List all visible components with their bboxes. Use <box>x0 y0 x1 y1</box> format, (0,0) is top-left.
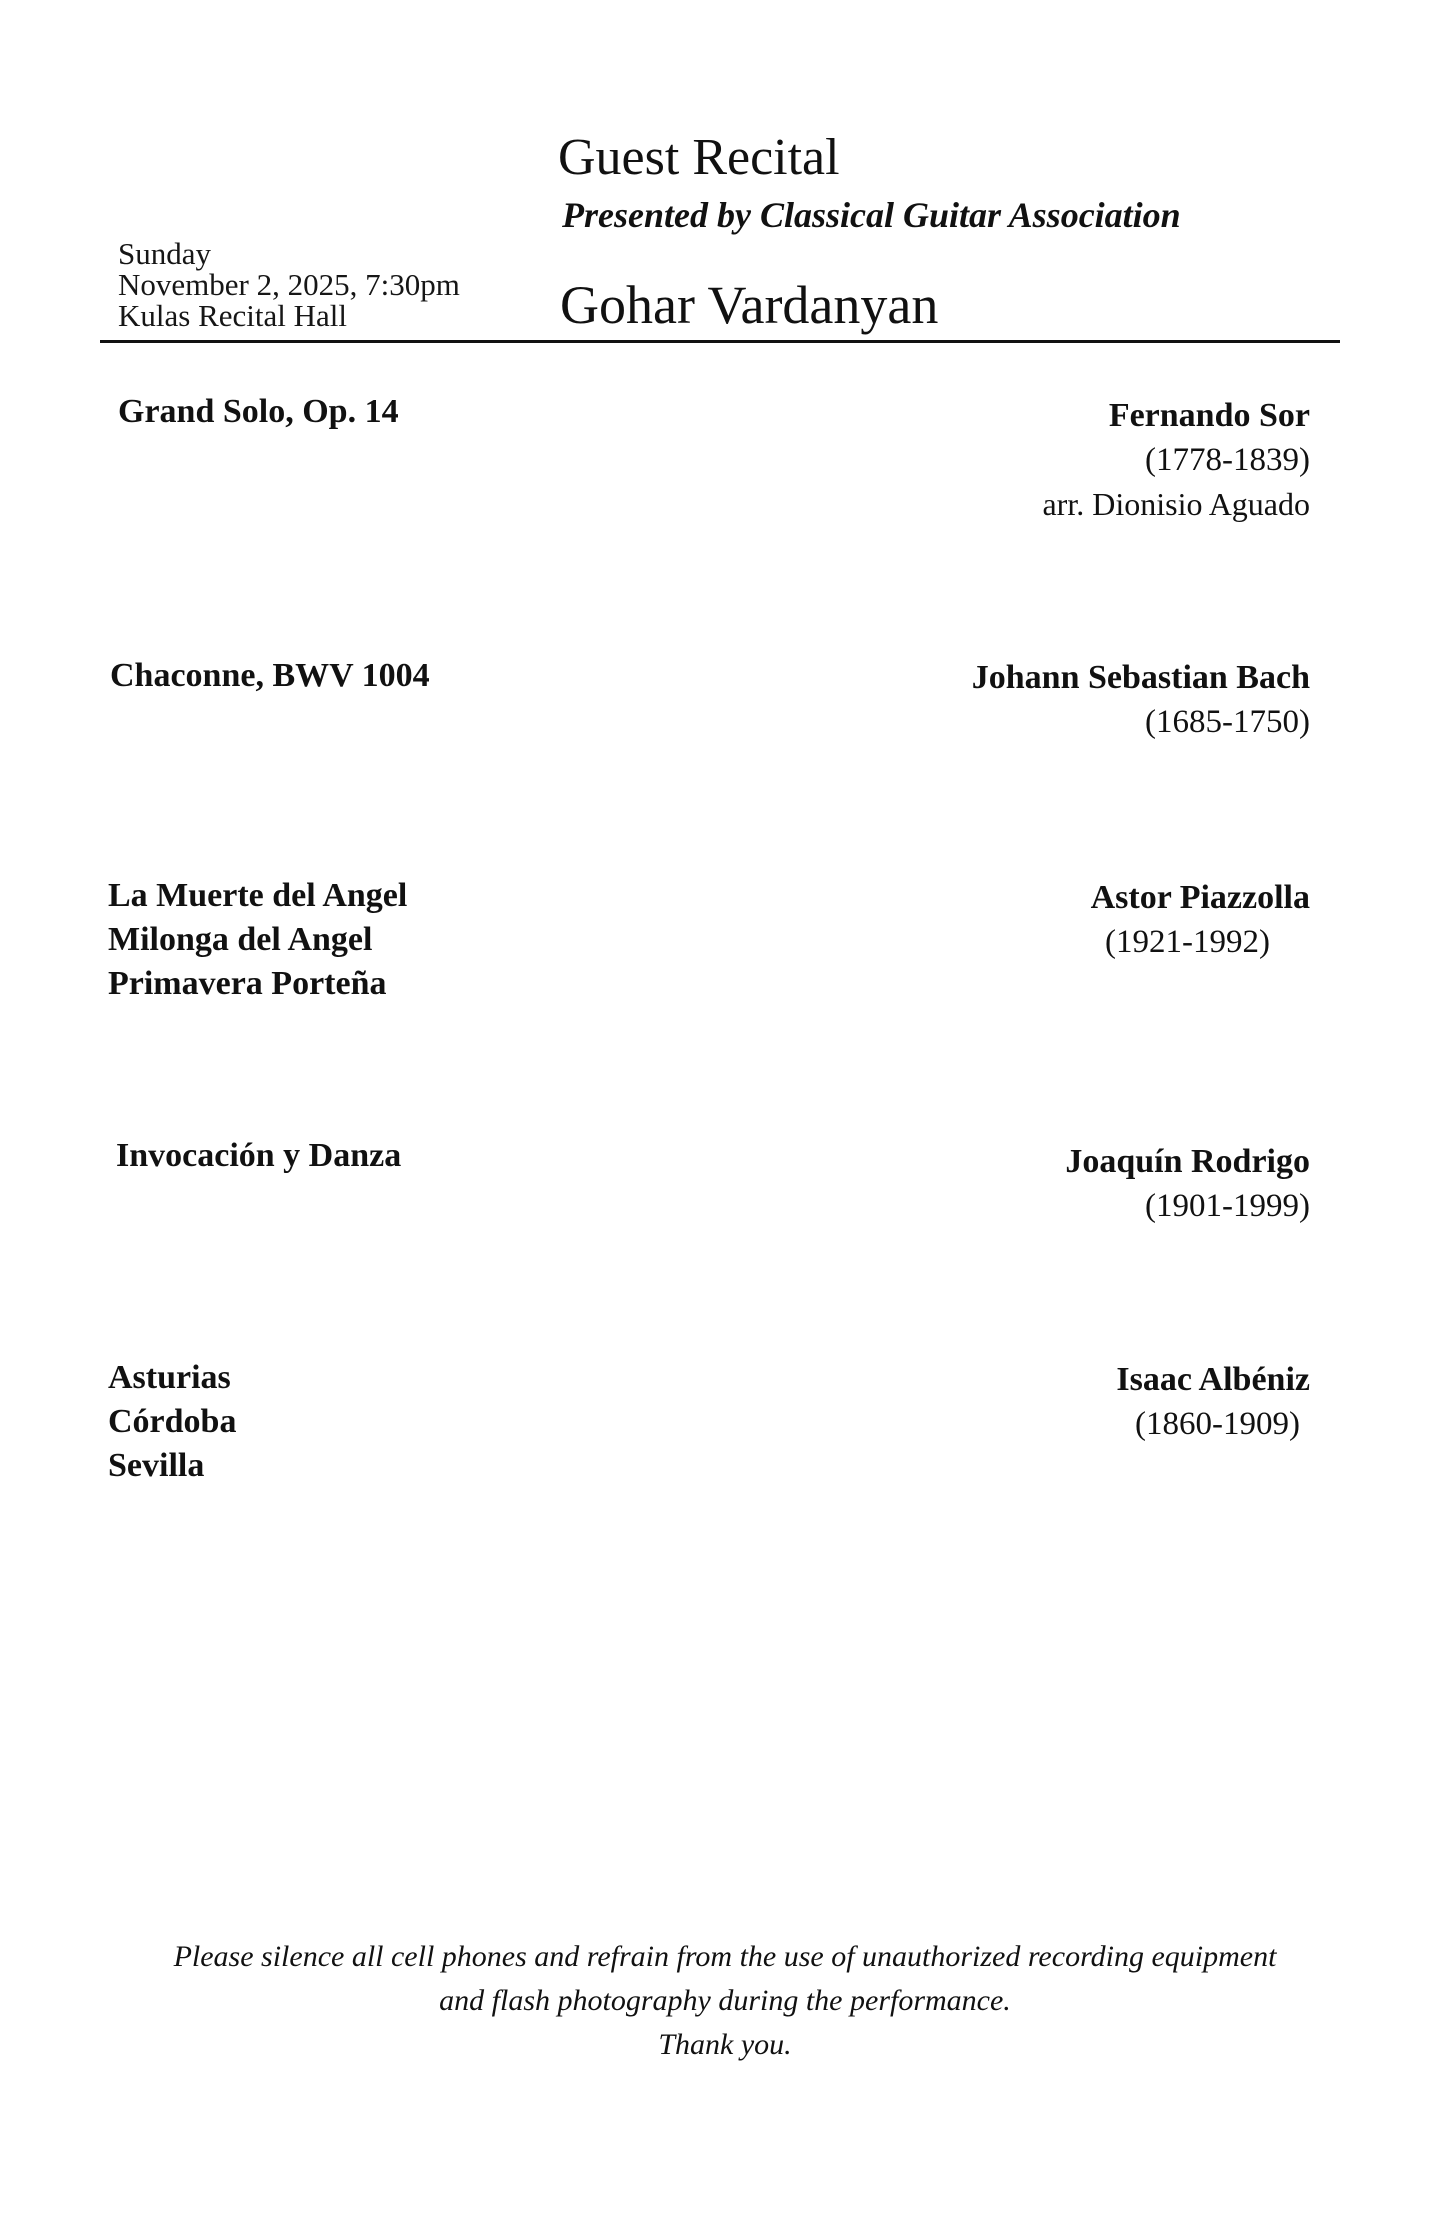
piece-title: Chaconne, BWV 1004 <box>110 657 430 694</box>
notice-thank-you: Thank you. <box>658 2028 792 2061</box>
notice-line-1: Please silence all cell phones and refrain from the use of unauthorized recording equipment <box>173 1940 1277 1973</box>
program-item-2-pieces <box>110 654 430 698</box>
program-item-2-composer <box>972 656 1310 744</box>
piece-title: Asturias <box>108 1359 231 1396</box>
program-item-1-composer <box>1042 394 1310 526</box>
composer-dates: (1901-1999) <box>1145 1188 1310 1224</box>
piece-title: Grand Solo, Op. 14 <box>118 393 399 430</box>
piece-title: La Muerte del Angel <box>108 877 408 914</box>
header-divider <box>100 340 1340 343</box>
event-day: Sunday <box>118 236 211 271</box>
piece-title: Milonga del Angel <box>108 921 373 958</box>
composer-dates: (1778-1839) <box>1145 442 1310 478</box>
presenter-line: Presented by Classical Guitar Association <box>562 195 1181 235</box>
composer-name: Joaquín Rodrigo <box>1065 1143 1310 1180</box>
program-item-3-composer <box>1091 876 1310 964</box>
composer-dates: (1860-1909) <box>1135 1406 1300 1442</box>
composer-name: Astor Piazzolla <box>1090 879 1310 916</box>
notice-line-2: and flash photography during the performance. <box>439 1984 1011 2017</box>
program-item-5-pieces <box>108 1356 236 1488</box>
program-item-3-pieces <box>108 874 407 1006</box>
event-date-time: November 2, 2025, 7:30pm <box>118 267 460 302</box>
program-item-1-pieces <box>118 390 399 434</box>
program-item-4-composer <box>1065 1140 1310 1228</box>
piece-title: Primavera Porteña <box>108 965 387 1002</box>
composer-dates: (1685-1750) <box>1145 704 1310 740</box>
piece-title: Invocación y Danza <box>116 1137 402 1174</box>
piece-title: Sevilla <box>108 1447 205 1484</box>
audience-notice <box>0 1935 1450 2067</box>
program-item-5-composer <box>1116 1358 1310 1446</box>
composer-name: Fernando Sor <box>1108 397 1310 434</box>
composer-dates: (1921-1992) <box>1105 924 1270 960</box>
event-info <box>118 238 460 331</box>
piece-title: Córdoba <box>108 1403 237 1440</box>
composer-name: Isaac Albéniz <box>1116 1361 1310 1398</box>
composer-name: Johann Sebastian Bach <box>971 659 1310 696</box>
arrangement-note: arr. Dionisio Aguado <box>1042 486 1310 522</box>
program-item-4-pieces <box>116 1134 401 1178</box>
recital-title: Guest Recital <box>558 129 840 186</box>
event-venue: Kulas Recital Hall <box>118 298 347 333</box>
performer-name: Gohar Vardanyan <box>560 275 939 335</box>
